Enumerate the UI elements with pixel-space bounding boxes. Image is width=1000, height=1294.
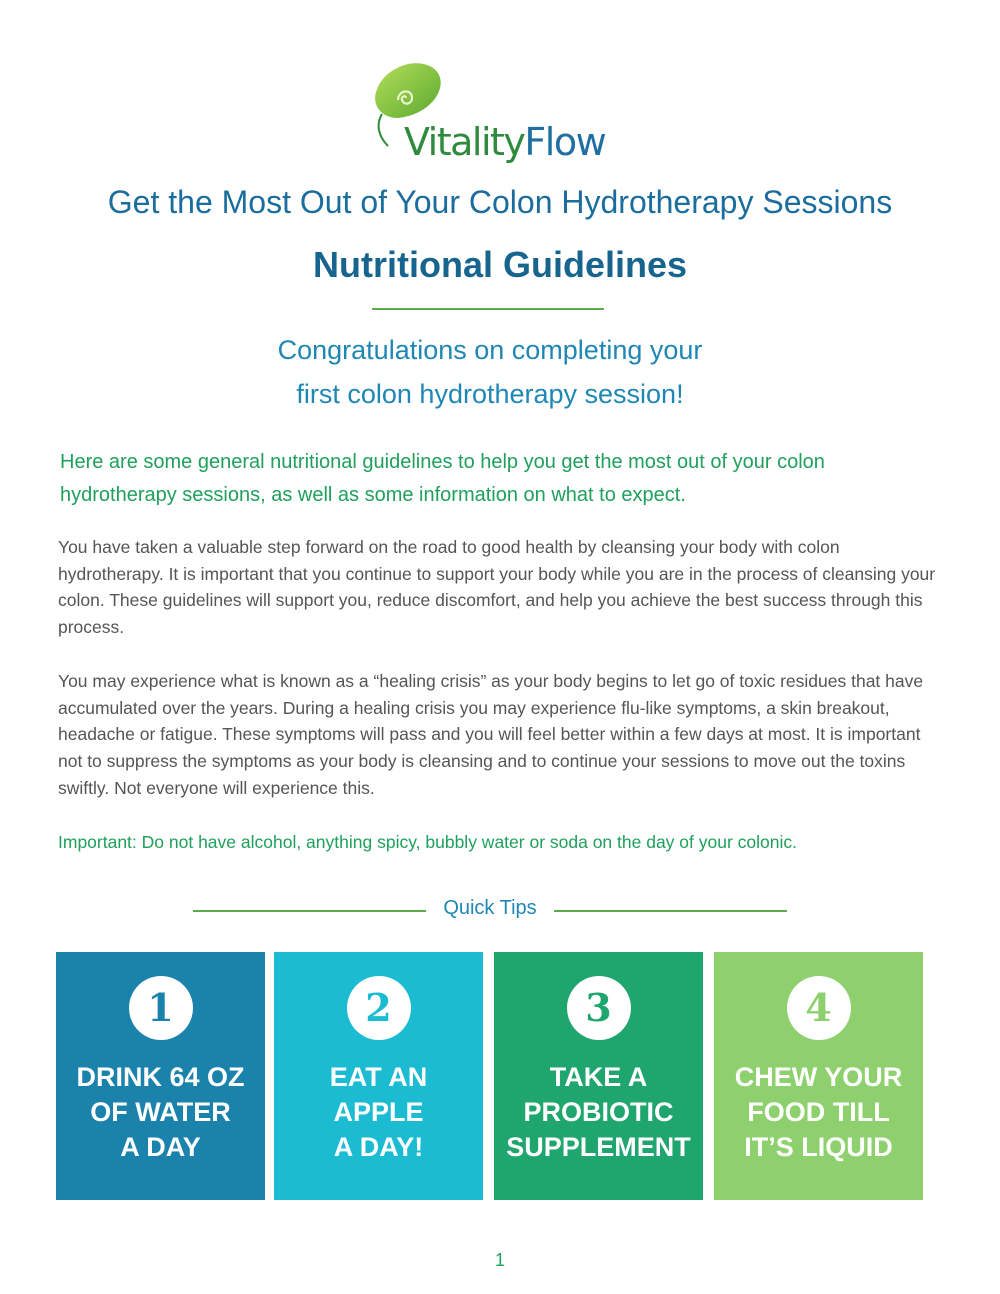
congrats-line-2: first colon hydrotherapy session! — [296, 379, 684, 409]
tip-number-badge: 4 — [787, 976, 851, 1040]
quick-tips-divider-left — [193, 910, 426, 912]
tip-text: TAKE A PROBIOTIC SUPPLEMENT — [506, 1062, 691, 1162]
logo-text-flow: Flow — [524, 120, 606, 164]
tip-card-3 — [494, 952, 703, 1200]
tip-number-badge: 2 — [347, 976, 411, 1040]
important-note: Important: Do not have alcohol, anything spicy, bubbly water or soda on the day of your colonic. — [58, 832, 797, 852]
tip-card-2 — [274, 952, 483, 1200]
body-paragraph-1: You have taken a valuable step forward on the road to good health by cleansing your body with colon hydrotherapy. It is important that you continue to support your body while you are in the process of cleansing your colon. These guidelines will support you, reduce discomfort, and help you achieve the best success through this process. — [58, 537, 936, 638]
logo-wordmark — [404, 120, 605, 164]
tip-text: DRINK 64 OZ OF WATER A DAY — [76, 1062, 245, 1162]
tip-number-badge: 1 — [129, 976, 193, 1040]
logo-text-vitality: Vitality — [404, 120, 525, 164]
title-divider — [372, 308, 604, 310]
quick-tips-heading: Quick Tips — [443, 897, 537, 919]
intro-paragraph: Here are some general nutritional guidelines to help you get the most out of your colon hydrotherapy sessions, as well as some information on what to expect. — [60, 451, 825, 506]
quick-tips-divider-right — [554, 910, 787, 912]
congratulations-message — [0, 328, 980, 416]
tip-text: EAT AN APPLE A DAY! — [329, 1062, 428, 1162]
tip-card-1 — [56, 952, 265, 1200]
tip-text: CHEW YOUR FOOD TILL IT’S LIQUID — [734, 1062, 903, 1162]
page-subtitle: Get the Most Out of Your Colon Hydrotherapy Sessions — [107, 184, 893, 220]
tip-number-badge: 3 — [567, 976, 631, 1040]
vitalityflow-logo — [368, 58, 608, 168]
congrats-line-1: Congratulations on completing your — [277, 335, 703, 365]
body-paragraph-2: You may experience what is known as a “healing crisis” as your body begins to let go of toxic residues that have accumulated over the years. During a healing crisis you may experience flu-like symptoms, a skin breakout, headache or fatigue. These symptoms will pass and you will feel better within a few days at most. It is important not to suppress the symptoms as your body is cleansing and to continue your sessions to move out the toxins swiftly. Not everyone will experience this. — [58, 671, 924, 798]
page-title: Nutritional Guidelines — [312, 244, 688, 285]
tip-card-4 — [714, 952, 923, 1200]
page-number: 1 — [494, 1250, 505, 1270]
